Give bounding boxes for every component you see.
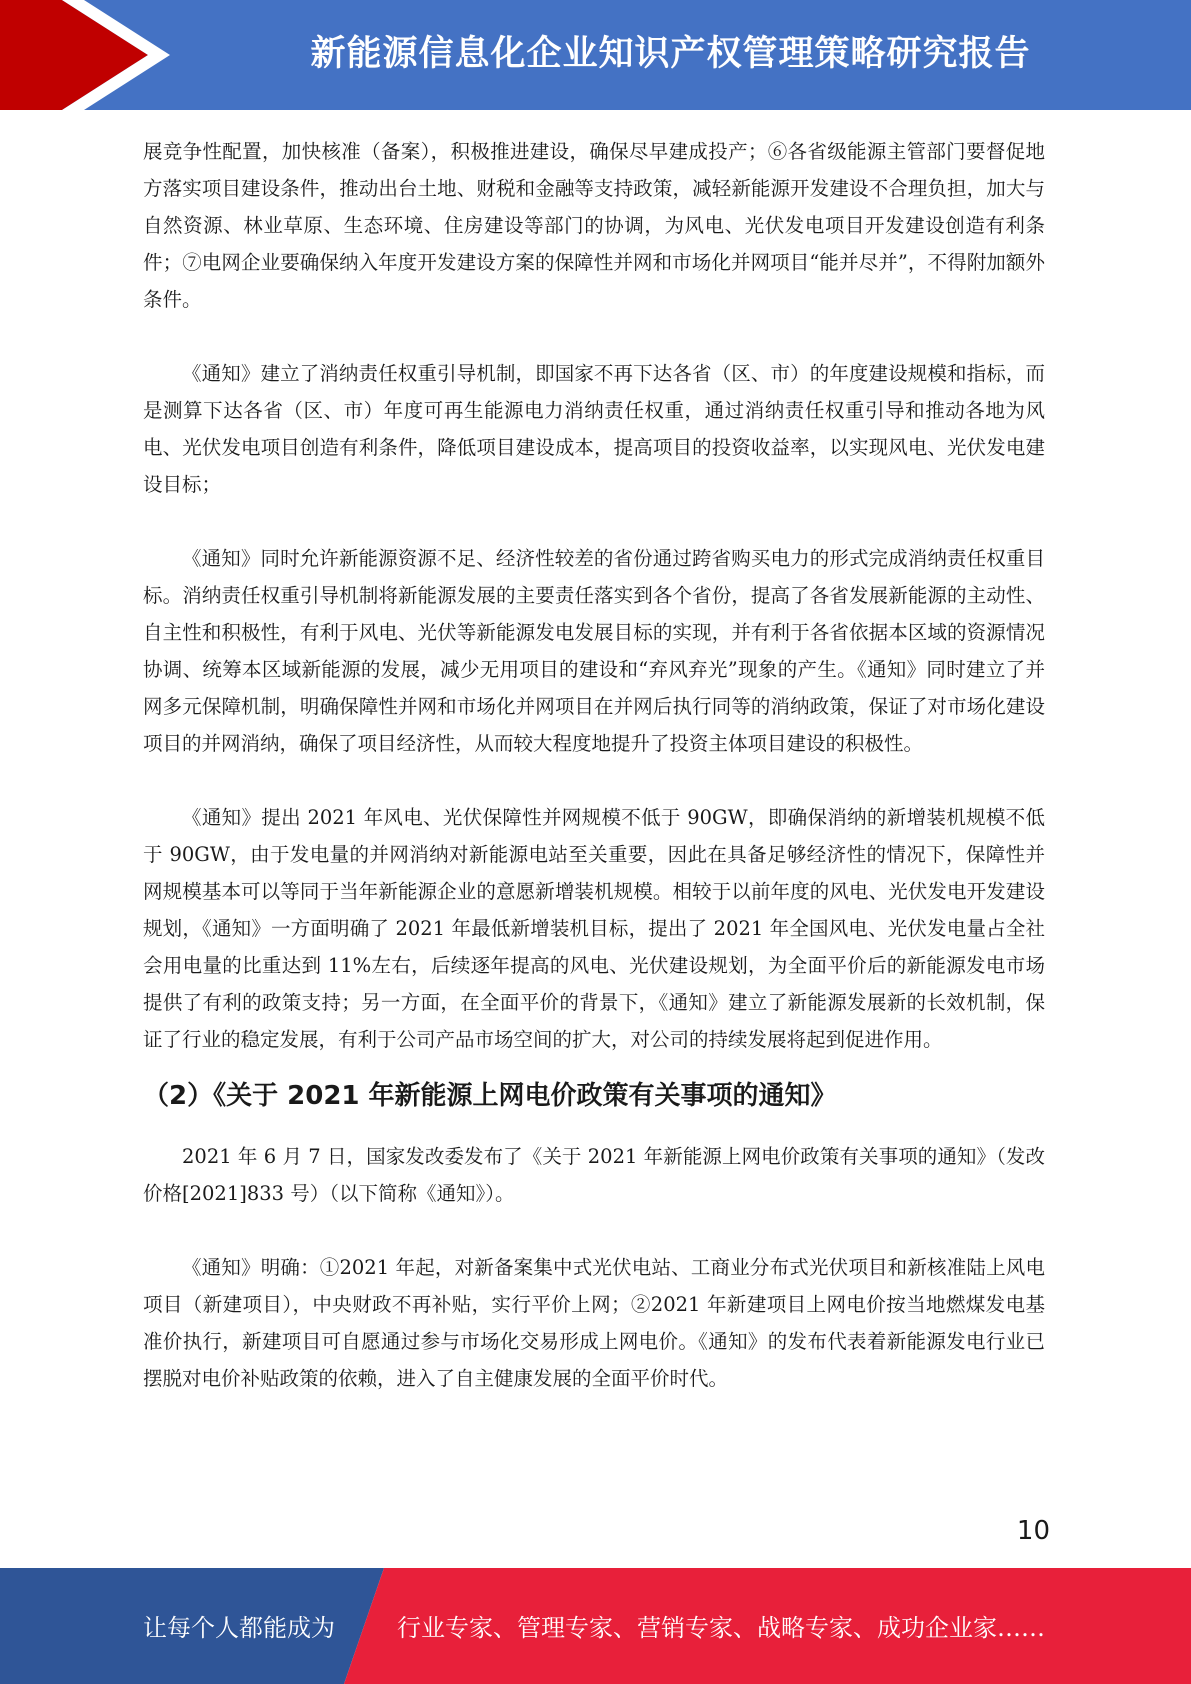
paragraph: 展竞争性配置，加快核准（备案），积极推进建设，确保尽早建成投产；⑥各省级能源主管部门要督促地方落实项目建设条件，推动出台土地、财税和金融等支持政策，减轻新能源开发建设不合理负担，加大与自然资源、林业草原、生态环境、住房建设等部门的协调，为风电、光伏发电项目开发建设创造有利条件；⑦电网企业要确保纳入年度开发建设方案的保障性并网和市场化并网项目“能并尽并”，不得附加额外条件。 <box>143 140 1045 311</box>
header-title: 新能源信息化企业知识产权管理策略研究报告 <box>310 34 1031 74</box>
paragraph: 《通知》明确：①2021 年起，对新备案集中式光伏电站、工商业分布式光伏项目和新核准陆上风电项目（新建项目），中央财政不再补贴，实行平价上网；②2021 年新建项目上网电价按当地燃煤发电基准价执行，新建项目可自愿通过参与市场化交易形成上网电价。《通知》的发布代表着新能源发电行业已摆脱对电价补贴政策的依赖，进入了自主健康发展的全面平价时代。 <box>143 1256 1045 1390</box>
paragraph: 《通知》提出 2021 年风电、光伏保障性并网规模不低于 90GW，即确保消纳的新增装机规模不低于 90GW，由于发电量的并网消纳对新能源电站至关重要，因此在具备足够经济性的情况下，保障性并网规模基本可以等同于当年新能源企业的意愿新增装机规模。相较于以前年度的风电、光伏发电开发建设规划，《通知》一方面明确了 2021 年最低新增装机目标，提出了 2021 年全国风电、光伏发电量占全社会用电量的比重达到 11%左右，后续逐年提高的风电、光伏建设规划，为全面平价后的新能源发电市场提供了有利的政策支持；另一方面，在全面平价的背景下，《通知》建立了新能源发展新的长效机制，保证了行业的稳定发展，有利于公司产品市场空间的扩大，对公司的持续发展将起到促进作用。 <box>143 806 1045 1051</box>
page-number: 10 <box>1016 1516 1050 1546</box>
footer-slogan-left: 让每个人都能成为 <box>143 1614 335 1642</box>
document-body <box>143 133 1045 1397</box>
paragraph: 《通知》建立了消纳责任权重引导机制，即国家不再下达各省（区、市）的年度建设规模和指标，而是测算下达各省（区、市）年度可再生能源电力消纳责任权重，通过消纳责任权重引导和推动各地为风电、光伏发电项目创造有利条件，降低项目建设成本，提高项目的投资收益率，以实现风电、光伏发电建设目标； <box>143 362 1045 496</box>
paragraph: 2021 年 6 月 7 日，国家发改委发布了《关于 2021 年新能源上网电价政策有关事项的通知》（发改价格[2021]833 号）（以下简称《通知》）。 <box>143 1145 1045 1205</box>
footer-banner <box>0 1568 1191 1684</box>
paragraph: 《通知》同时允许新能源资源不足、经济性较差的省份通过跨省购买电力的形式完成消纳责任权重目标。消纳责任权重引导机制将新能源发展的主要责任落实到各个省份，提高了各省发展新能源的主动性、自主性和积极性，有利于风电、光伏等新能源发电发展目标的实现，并有利于各省依据本区域的资源情况协调、统筹本区域新能源的发展，减少无用项目的建设和“弃风弃光”现象的产生。《通知》同时建立了并网多元保障机制，明确保障性并网和市场化并网项目在并网后执行同等的消纳政策，保证了对市场化建设项目的并网消纳，确保了项目经济性，从而较大程度地提升了投资主体项目建设的积极性。 <box>143 547 1045 755</box>
header-banner <box>0 0 1191 110</box>
section-heading: （2）《关于 2021 年新能源上网电价政策有关事项的通知》 <box>143 1081 837 1111</box>
footer-slogan-right: 行业专家、管理专家、营销专家、战略专家、成功企业家…… <box>397 1614 1045 1642</box>
